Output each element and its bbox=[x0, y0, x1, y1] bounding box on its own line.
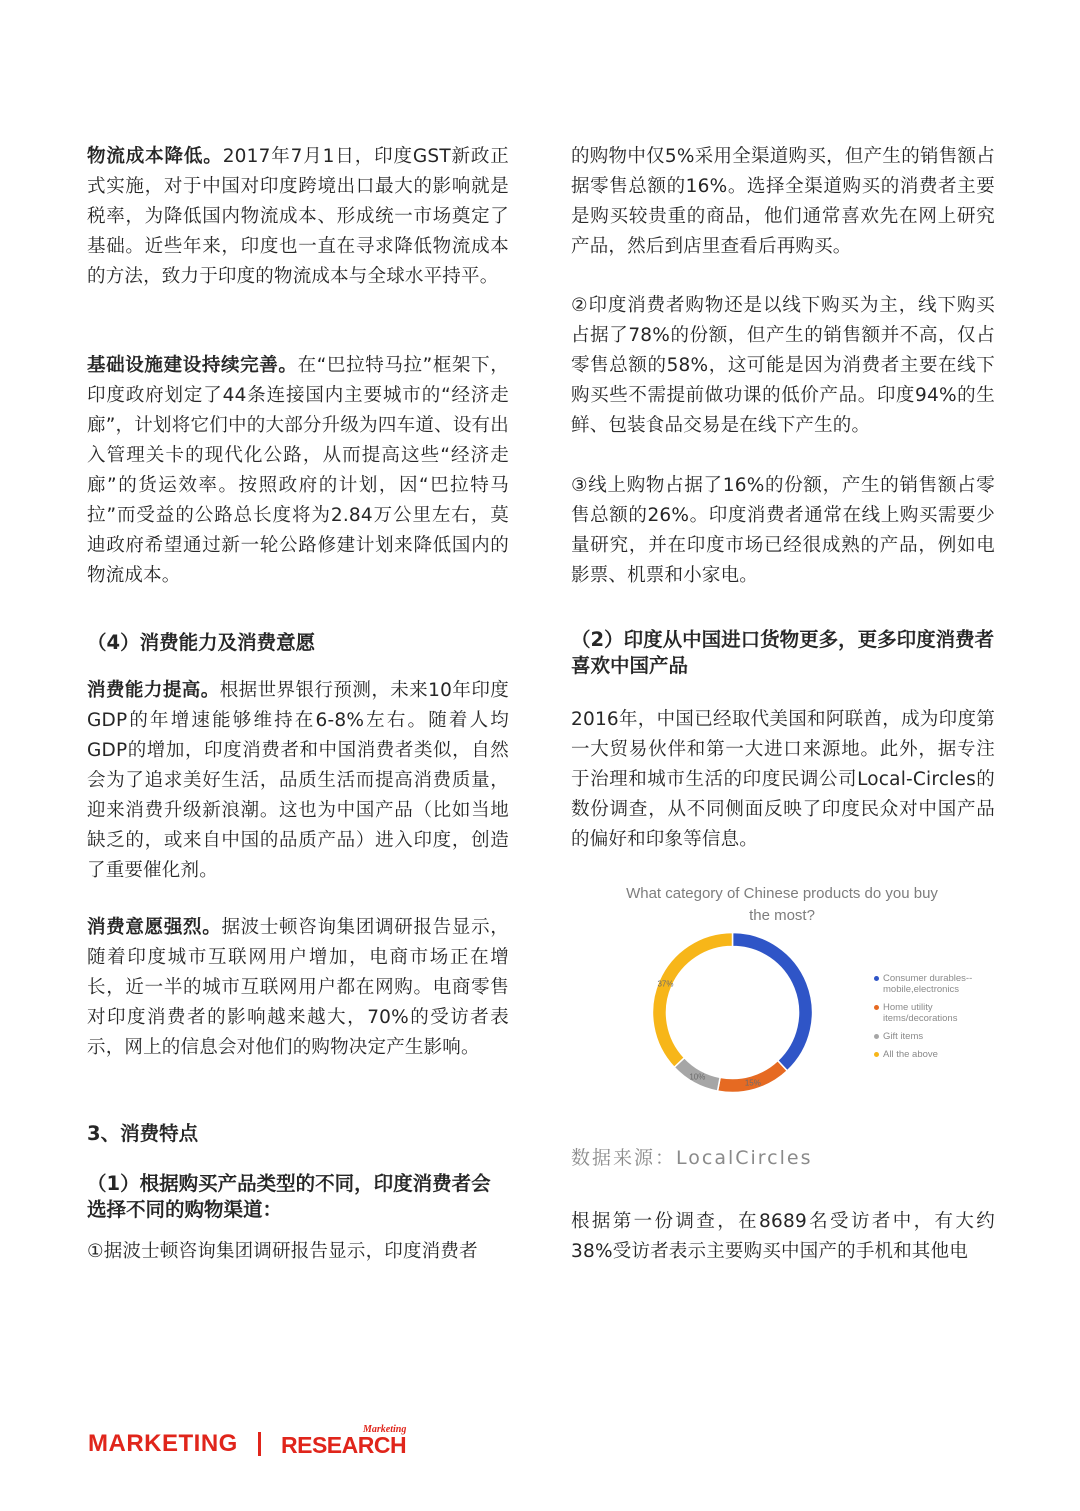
legend-item bbox=[874, 1002, 1004, 1024]
slice-label: 37% bbox=[657, 979, 674, 989]
legend-label: Gift items bbox=[883, 1031, 924, 1042]
paragraph-infrastructure bbox=[87, 351, 509, 591]
paragraph-omnichannel: 的购物中仅5%采用全渠道购买，但产生的销售额占据零售总额的16%。选择全渠道购买的消费者主要是购买较贵重的商品，他们通常喜欢先在网上研究产品，然后到店里查看后再购买。 bbox=[571, 146, 995, 257]
paragraph-text: 据波士顿咨询集团调研报告显示，随着印度城市互联网用户增加，电商市场正在增长，近一半的城市互联网用户都在网购。电商零售对印度消费者的影响越来越大，70%的受访者表示，网上的信息会对他们的购物决定产生影响。 bbox=[87, 917, 509, 1058]
paragraph-lead: 消费能力提高。 bbox=[87, 680, 220, 701]
research-logo bbox=[281, 1432, 406, 1459]
paragraph-bcg-report: ①据波士顿咨询集团调研报告显示，印度消费者 bbox=[87, 1241, 478, 1262]
research-logo-superscript: Marketing bbox=[363, 1424, 407, 1435]
donut-chart bbox=[650, 930, 815, 1095]
paragraph-text: 根据世界银行预测，未来10年印度GDP的年增速能够维持在6-8%左右。随着人均GDP的增加，印度消费者和中国消费者类似，自然会为了追求美好生活，品质生活而提高消费质量，迎来消费升级新浪潮。这也为中国产品（比如当地缺乏的，或来自中国的品质产品）进入印度，创造了重要催化剂。 bbox=[87, 680, 509, 881]
donut-slice bbox=[733, 933, 813, 1071]
slice-label: 10% bbox=[689, 1072, 706, 1082]
slice-label: 15% bbox=[744, 1078, 761, 1088]
paragraph-lead: 基础设施建设持续完善。 bbox=[87, 355, 298, 376]
paragraph-lead: 消费意愿强烈。 bbox=[87, 917, 222, 938]
paragraph-consumption-willingness bbox=[87, 913, 509, 1063]
legend-item bbox=[874, 1049, 1004, 1060]
chart-legend bbox=[874, 973, 1004, 1067]
legend-label: Consumer durables--mobile,electronics bbox=[883, 973, 973, 995]
paragraph-offline: ②印度消费者购物还是以线下购买为主，线下购买占据了78%的份额，但产生的销售额并不高，仅占零售总额的58%，这可能是因为消费者主要在线下购买些不需提前做功课的低价产品。印度94%的生鲜、包装食品交易是在线下产生的。 bbox=[571, 295, 995, 436]
paragraph-online: ③线上购物占据了16%的份额，产生的销售额占零售总额的26%。印度消费者通常在线上购买需要少量研究，并在印度市场已经很成熟的产品，例如电影票、机票和小家电。 bbox=[571, 475, 995, 586]
legend-label: All the above bbox=[883, 1049, 938, 1060]
legend-swatch bbox=[874, 976, 879, 981]
paragraph-survey: 根据第一份调查，在8689名受访者中，有大约38%受访者表示主要购买中国产的手机和其他电 bbox=[571, 1211, 995, 1262]
chart-title: What category of Chinese products do you buy the most? bbox=[626, 885, 938, 924]
legend-swatch bbox=[874, 1005, 879, 1010]
subsection-heading-channels: （1）根据购买产品类型的不同，印度消费者会选择不同的购物渠道： bbox=[87, 1172, 491, 1221]
paragraph-text: 在“巴拉特马拉”框架下，印度政府划定了44条连接国内主要城市的“经济走廊”，计划将它们中的大部分升级为四车道、设有出入管理关卡的现代化公路，从而提高这些“经济走廊”的货运效率。按照政府的计划，因“巴拉特马拉”而受益的公路总长度将为2.84万公里左右，莫迪政府希望通过新一轮公路修建计划来降低国内的物流成本。 bbox=[87, 355, 509, 586]
legend-swatch bbox=[874, 1052, 879, 1057]
legend-item bbox=[874, 1031, 1004, 1042]
paragraph-text: 2017年7月1日，印度GST新政正式实施，对于中国对印度跨境出口最大的影响就是税率，为降低国内物流成本、形成统一市场奠定了基础。近些年来，印度也一直在寻求降低物流成本的方法，致力于印度的物流成本与全球水平持平。 bbox=[87, 146, 509, 287]
donut-slice bbox=[718, 1061, 788, 1093]
data-source: 数据来源：LocalCircles bbox=[571, 1147, 813, 1169]
marketing-logo: MARKETING bbox=[88, 1430, 238, 1457]
paragraph-consumption-capacity bbox=[87, 676, 509, 886]
legend-item bbox=[874, 973, 1004, 995]
paragraph-lead: 物流成本降低。 bbox=[87, 146, 223, 167]
legend-label: Home utility items/decorations bbox=[883, 1002, 958, 1024]
section-heading-features: 3、消费特点 bbox=[87, 1122, 199, 1145]
section-heading-consumption: （4）消费能力及消费意愿 bbox=[87, 631, 316, 654]
legend-swatch bbox=[874, 1034, 879, 1039]
donut-slice bbox=[653, 933, 733, 1068]
research-logo-text: RESEARCH bbox=[281, 1432, 407, 1458]
logo-divider bbox=[258, 1432, 261, 1456]
paragraph-logistics bbox=[87, 142, 509, 292]
subsection-heading-imports: （2）印度从中国进口货物更多，更多印度消费者喜欢中国产品 bbox=[571, 628, 995, 677]
paragraph-trade-partner: 2016年，中国已经取代美国和阿联酋，成为印度第一大贸易伙伴和第一大进口来源地。此外，据专注于治理和城市生活的印度民调公司Local-Circles的数份调查，从不同侧面反映了印度民众对中国产品的偏好和印象等信息。 bbox=[571, 709, 995, 850]
